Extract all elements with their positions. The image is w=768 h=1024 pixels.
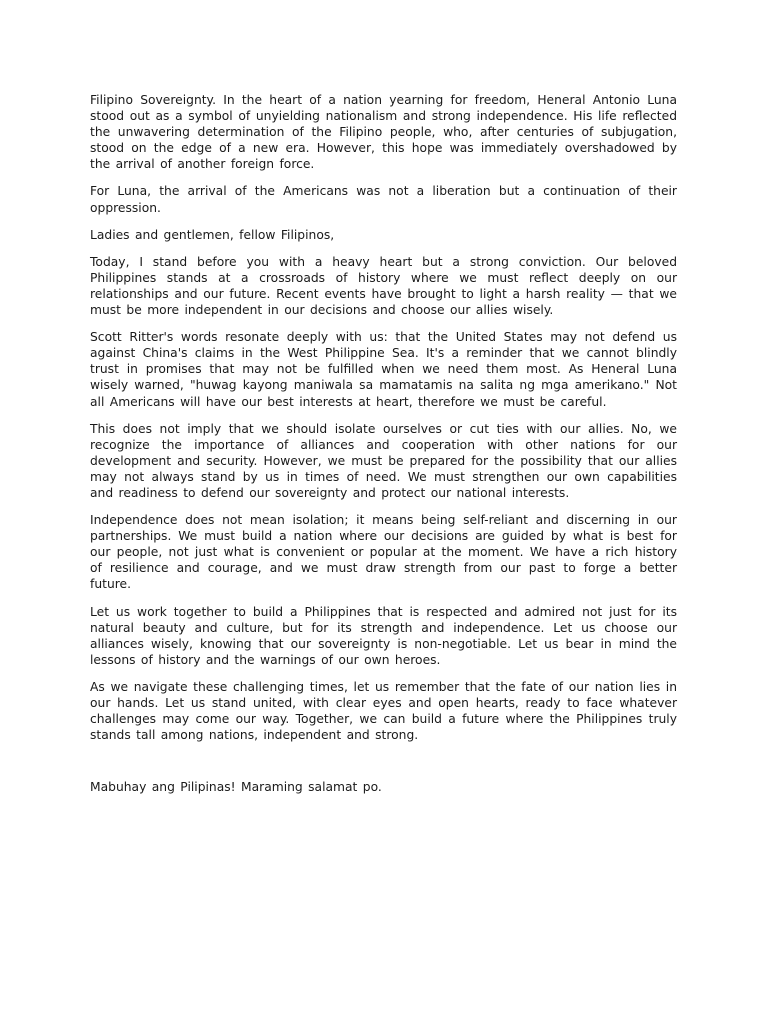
paragraph-alliances: This does not imply that we should isolate ourselves or cut ties with our allies. No, we recognize the importance of alliances and cooperation with other nations for our development and security. However, we must be prepared for the possibility that our allies may not always stand by us in times of need. We must strengthen our own capabilities and readiness to defend our sovereignty and protect our national interests.	[90, 421, 677, 500]
paragraph-today: Today, I stand before you with a heavy heart but a strong conviction. Our beloved Philippines stands at a crossroads of history where we must reflect deeply on our relationships and our future. Recent events have brought to light a harsh reality — that we must be more independent in our decisions and choose our allies wisely.	[90, 254, 677, 318]
paragraph-luna-americans: For Luna, the arrival of the Americans was not a liberation but a continuation of their oppression.	[90, 184, 677, 215]
paragraph-work-together: Let us work together to build a Philippines that is respected and admired not just for its natural beauty and culture, but for its strength and independence. Let us choose our alliances wisely, knowing that our sovereignty is non-negotiable. Let us bear in mind the lessons of history and the warnings of our own heroes.	[90, 604, 677, 667]
document-page	[90, 92, 677, 808]
paragraph-intro: Filipino Sovereignty. In the heart of a nation yearning for freedom, Heneral Antonio Luna stood out as a symbol of unyielding nationalism and strong independence. His life reflected the unwavering determination of the Filipino people, who, after centuries of subjugation, stood on the edge of a new era. However, this hope was immediately overshadowed by the arrival of another foreign force.	[90, 93, 677, 172]
paragraph-navigate: As we navigate these challenging times, let us remember that the fate of our nation lies in our hands. Let us stand united, with clear eyes and open hearts, ready to face whatever challenges may come our way. Together, we can build a future where the Philippines truly stands tall among nations, independent and strong.	[90, 679, 677, 743]
paragraph-scott-ritter: Scott Ritter's words resonate deeply with us: that the United States may not defend us against China's claims in the West Philippine Sea. It's a reminder that we cannot blindly trust in promises that may not be fulfilled when we need them most. As Heneral Luna wisely warned, "huwag kayong maniwala sa mamatamis na salita ng mga amerikano." Not all Americans will have our best interests at heart, therefore we must be careful.	[90, 330, 677, 409]
paragraph-salutation: Ladies and gentlemen, fellow Filipinos,	[90, 227, 335, 242]
closing-line: Mabuhay ang Pilipinas! Maraming salamat po.	[90, 780, 382, 795]
paragraph-independence: Independence does not mean isolation; it means being self-reliant and discerning in our partnerships. We must build a nation where our decisions are guided by what is best for our people, not just what is convenient or popular at the moment. We have a rich history of resilience and courage, and we must draw strength from our past to forge a better future.	[90, 513, 677, 592]
